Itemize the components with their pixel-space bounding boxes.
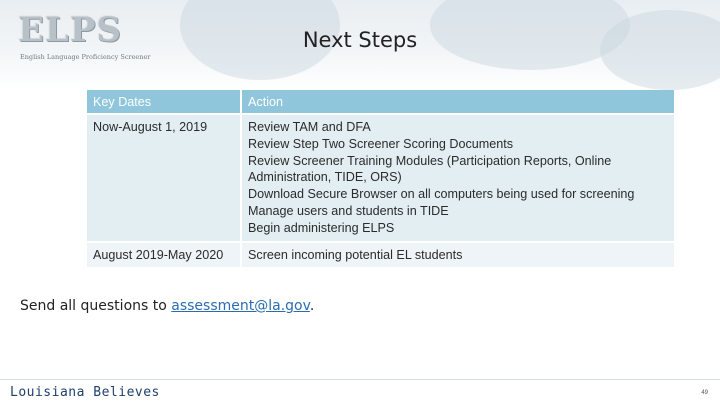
footer-divider	[0, 379, 720, 380]
row-actions	[242, 243, 674, 270]
action-item: Begin administering ELPS	[248, 220, 395, 235]
row-actions	[242, 115, 674, 243]
action-item: Screen incoming potential EL students	[248, 247, 463, 262]
page-number: 49	[701, 390, 708, 396]
action-item: Review Step Two Screener Scoring Documents	[248, 136, 514, 151]
elps-logo	[18, 10, 151, 64]
row-date: August 2019-May 2020	[87, 243, 242, 270]
logo-wordmark: ELPS	[18, 10, 122, 50]
contact-footnote	[20, 298, 314, 314]
logo-subtitle: English Language Proficiency Screener	[20, 53, 151, 61]
table-row	[87, 115, 674, 243]
action-item: Review TAM and DFA	[248, 120, 371, 134]
louisiana-believes-logo: Louisiana Believes	[10, 385, 160, 400]
footnote-suffix: .	[309, 298, 315, 314]
column-header-action: Action	[242, 90, 674, 115]
key-dates-table	[87, 90, 674, 269]
footnote-prefix: Send all questions to	[20, 298, 172, 314]
action-item: Download Secure Browser on all computers being used for screening	[248, 187, 635, 202]
table-row	[87, 243, 674, 270]
page-title: Next Steps	[302, 28, 418, 52]
row-date: Now-August 1, 2019	[87, 115, 242, 243]
action-item: Manage users and students in TIDE	[248, 203, 449, 218]
column-header-key-dates: Key Dates	[87, 90, 242, 115]
action-item: Review Screener Training Modules (Participation Reports, Online Administration, TIDE, ORS)	[248, 153, 612, 185]
table-header-row	[87, 90, 674, 115]
contact-email-link[interactable]: assessment@la.gov	[171, 298, 310, 314]
